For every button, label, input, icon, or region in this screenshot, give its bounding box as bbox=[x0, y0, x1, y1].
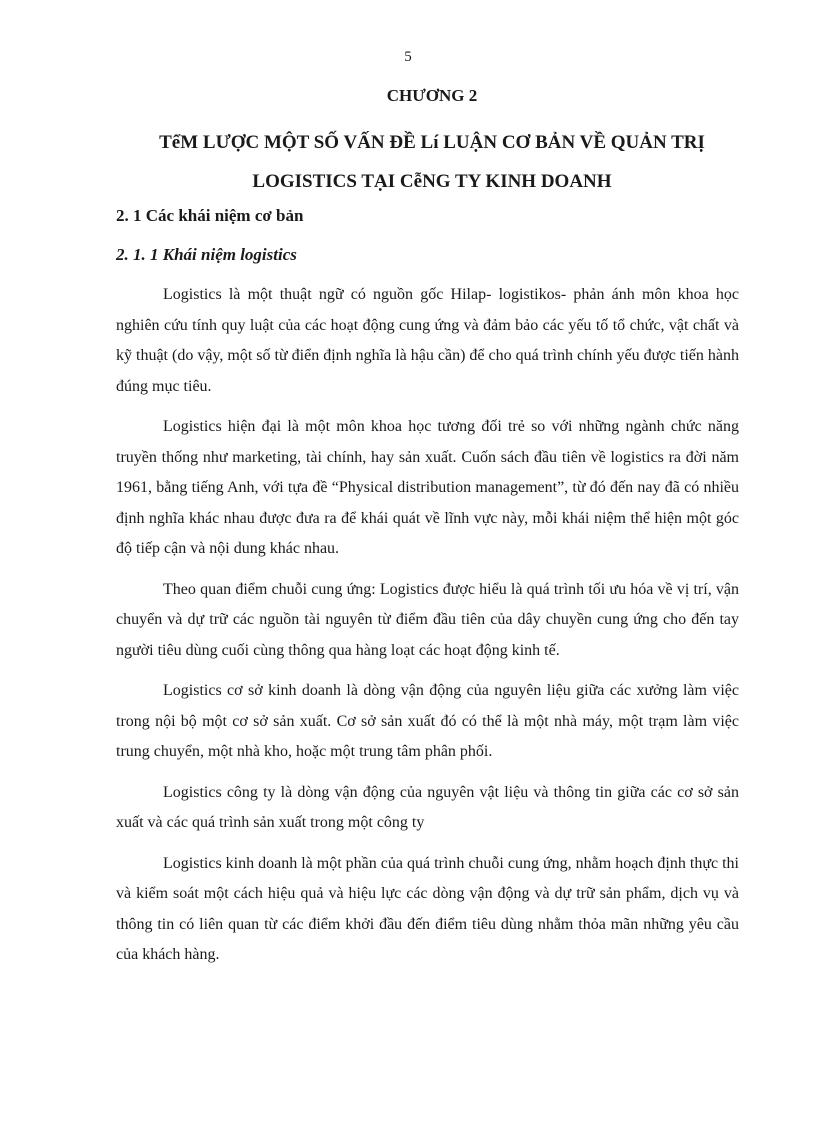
paragraph: Logistics là một thuật ngữ có nguồn gốc Hilap- logistikos- phản ánh môn khoa học nghiên cứu tính quy luật của các hoạt động cung ứng và đảm bảo các yếu tố tổ chức, vật chất và kỹ thuật (do vậy, một số từ điển định nghĩa là hậu cần) để cho quá trình chính yếu được tiến hành đúng mục tiêu. bbox=[116, 286, 739, 395]
subsection-heading: 2. 1. 1 Khái niệm logistics bbox=[116, 245, 297, 264]
chapter-title-line: TểM LƯỢC MỘT SỐ VẤN ĐỀ Lí LUẬN CƠ BẢN VỀ QUẢN TRỊ bbox=[159, 132, 705, 153]
body-text bbox=[116, 280, 739, 981]
paragraph: Logistics cơ sở kinh doanh là dòng vận động của nguyên liệu giữa các xưởng làm việc trong nội bộ một cơ sở sản xuất. Cơ sở sản xuất đó có thể là một nhà máy, một trạm làm việc trung chuyển, một nhà kho, hoặc một trung tâm phân phối. bbox=[116, 682, 739, 760]
chapter-title-line: LOGISTICS TẠI CễNG TY KINH DOANH bbox=[252, 171, 612, 192]
section-heading: 2. 1 Các khái niệm cơ bản bbox=[116, 206, 304, 225]
paragraph: Theo quan điểm chuỗi cung ứng: Logistics được hiểu là quá trình tối ưu hóa về vị trí, vận chuyển và dự trữ các nguồn tài nguyên từ điểm đầu tiên của dây chuyền cung ứng cho đến tay người tiêu dùng cuối cùng thông qua hàng loạt các hoạt động kinh tế. bbox=[116, 580, 739, 659]
paragraph: Logistics công ty là dòng vận động của nguyên vật liệu và thông tin giữa các cơ sở sản xuất và các quá trình sản xuất trong một công ty bbox=[116, 783, 739, 831]
chapter-title bbox=[100, 123, 764, 201]
page-number: 5 bbox=[404, 49, 412, 65]
paragraph: Logistics kinh doanh là một phần của quá trình chuỗi cung ứng, nhằm hoạch định thực thi và kiểm soát một cách hiệu quả và hiệu lực các dòng vận động và dự trữ sản phẩm, dịch vụ và thông tin có liên quan từ các điểm khởi đầu đến điểm tiêu dùng nhằm thỏa mãn những yêu cầu của khách hàng. bbox=[116, 854, 739, 963]
paragraph: Logistics hiện đại là một môn khoa học tương đối trẻ so với những ngành chức năng truyền thống như marketing, tài chính, hay sản xuất. Cuốn sách đầu tiên về logistics ra đời năm 1961, bằng tiếng Anh, với tựa đề “Physical distribution management”, từ đó đến nay đã có nhiều định nghĩa khác nhau được đưa ra để khái quát về lĩnh vực này, mỗi khái niệm thể hiện một góc độ tiếp cận và nội dung khác nhau. bbox=[116, 418, 739, 557]
chapter-label: CHƯƠNG 2 bbox=[386, 86, 478, 105]
